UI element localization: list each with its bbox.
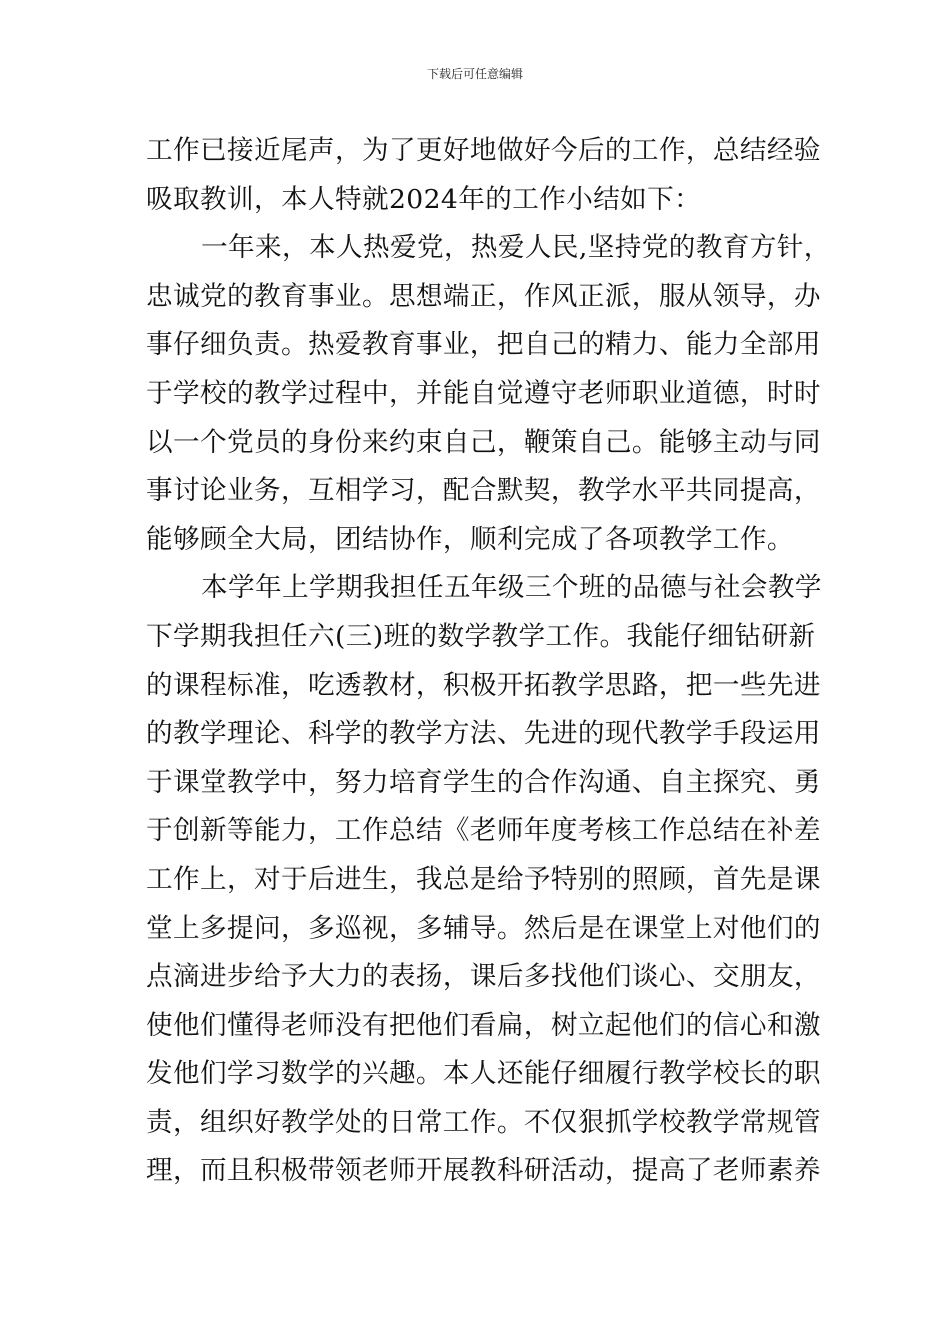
text-line: 下学期我担任六(三)班的数学教学工作。我能仔细钻研新 <box>146 620 816 652</box>
text-line: 以一个党员的身份来约束自己，鞭策自己。能够主动与同 <box>146 426 821 458</box>
text-line: 工作上，对于后进生，我总是给予特别的照顾，首先是课 <box>146 863 821 895</box>
text-line: 吸取教训，本人特就2024年的工作小结如下： <box>146 183 702 215</box>
text-line: 的教学理论、科学的教学方法、先进的现代教学手段运用 <box>146 718 821 750</box>
paragraph-start-line: 本学年上学期我担任五年级三个班的品德与社会教学 <box>201 572 822 604</box>
text-line: 忠诚党的教育事业。思想端正，作风正派，服从领导，办 <box>146 280 821 312</box>
text-line: 使他们懂得老师没有把他们看扁，树立起他们的信心和激 <box>146 1009 821 1041</box>
text-line: 能够顾全大局，团结协作，顺利完成了各项教学工作。 <box>146 523 794 555</box>
text-line: 责，组织好教学处的日常工作。不仅狠抓学校教学常规管 <box>146 1106 821 1138</box>
body-text <box>146 127 831 1196</box>
text-line: 于学校的教学过程中，并能自觉遵守老师职业道德，时时 <box>146 377 821 409</box>
text-line: 事讨论业务，互相学习，配合默契，教学水平共同提高， <box>146 475 821 507</box>
paragraph-start-line: 一年来，本人热爱党，热爱人民,坚持党的教育方针， <box>201 232 831 264</box>
text-line: 的课程标准，吃透教材，积极开拓教学思路，把一些先进 <box>146 669 821 701</box>
text-line: 点滴进步给予大力的表扬，课后多找他们谈心、交朋友， <box>146 961 821 993</box>
page-header: 下载后可任意编辑 <box>426 67 523 81</box>
text-line: 堂上多提问，多巡视，多辅导。然后是在课堂上对他们的 <box>146 912 821 944</box>
text-line: 发他们学习数学的兴趣。本人还能仔细履行教学校长的职 <box>146 1058 821 1090</box>
text-line: 工作已接近尾声，为了更好地做好今后的工作，总结经验 <box>146 135 821 166</box>
text-line: 事仔细负责。热爱教育事业，把自己的精力、能力全部用 <box>146 329 821 361</box>
text-line: 于创新等能力，工作总结《老师年度考核工作总结在补差 <box>146 815 821 847</box>
text-line: 于课堂教学中，努力培育学生的合作沟通、自主探究、勇 <box>146 766 821 798</box>
text-line: 理，而且积极带领老师开展教科研活动，提高了老师素养 <box>146 1155 821 1187</box>
